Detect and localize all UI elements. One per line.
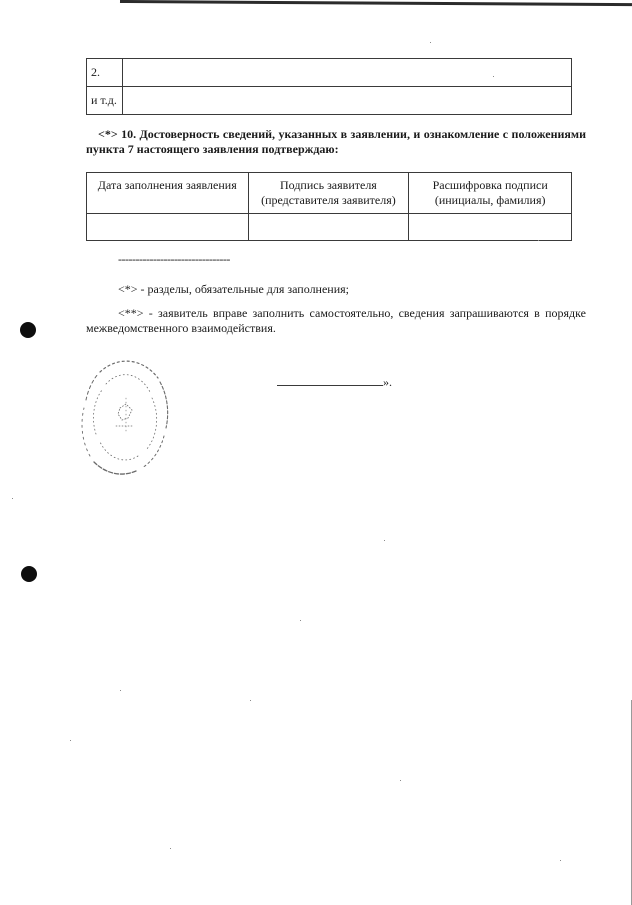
header-signature-transcript: Расшифровка подписи (инициалы, фамилия): [409, 173, 572, 214]
scan-speck: [250, 700, 251, 701]
footnote-separator: --------------------------------: [118, 252, 230, 266]
header-fill-date: Дата заполнения заявления: [87, 173, 249, 214]
transcript-cell: [409, 214, 572, 241]
header-applicant-signature: Подпись заявителя (представителя заявителя): [248, 173, 409, 214]
section-10-marker: <*>: [98, 127, 122, 141]
faded-stamp-icon: [80, 358, 170, 476]
fill-date-cell: [87, 214, 249, 241]
scan-speck: [430, 42, 431, 43]
section-10-text: 10. Достоверность сведений, указанных в заявлении, и ознакомление с положениями пункта 7 настоящего заявления подтверждаю:: [86, 127, 586, 156]
signature-cell: [248, 214, 409, 241]
scan-speck: [384, 540, 385, 541]
scan-speck: [560, 860, 561, 861]
table-row: [87, 59, 572, 87]
closing-blank-underline: [277, 374, 383, 386]
scan-speck: [170, 848, 171, 849]
section-10-paragraph: [86, 127, 586, 157]
row-content-cell: [123, 59, 572, 87]
binder-hole-icon: [21, 566, 37, 582]
signature-table-blank-row: [87, 214, 572, 241]
scan-speck: [300, 620, 301, 621]
scan-speck: [493, 76, 494, 77]
closing-quote: ».: [383, 375, 392, 389]
footnote-required: <*> - разделы, обязательные для заполнения;: [118, 282, 350, 296]
footnote-optional: <**> - заявитель вправе заполнить самостоятельно, сведения запрашиваются в порядке межведомственного взаимодействия.: [86, 306, 586, 335]
closing-line: [277, 374, 392, 390]
row-number-cell: 2.: [87, 59, 123, 87]
continuation-table: [86, 58, 572, 115]
signature-table-header-row: [87, 173, 572, 214]
scan-speck: [70, 740, 71, 741]
page-top-edge: [120, 0, 632, 6]
row-content-cell: [123, 87, 572, 115]
scan-speck: [120, 690, 121, 691]
table-row: [87, 87, 572, 115]
scan-speck: [538, 240, 539, 241]
scan-speck: [12, 498, 13, 499]
scan-speck: [400, 780, 401, 781]
signature-table: [86, 172, 572, 241]
binder-hole-icon: [20, 322, 36, 338]
row-number-cell: и т.д.: [87, 87, 123, 115]
